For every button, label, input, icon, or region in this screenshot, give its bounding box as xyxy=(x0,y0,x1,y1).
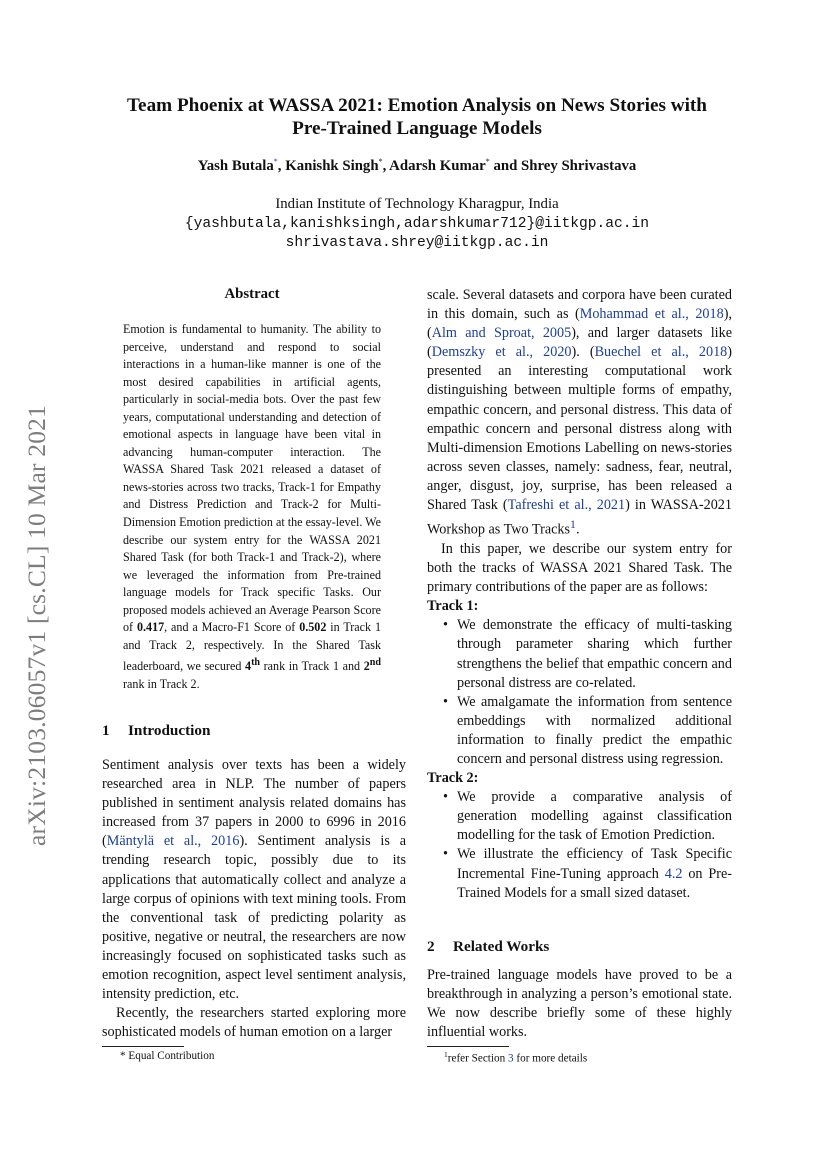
macro-f1-score: 0.502 xyxy=(299,620,327,635)
introduction-body xyxy=(102,756,406,1042)
citation-link[interactable]: Mohammad et al., 2018 xyxy=(579,306,724,323)
right-column-body xyxy=(427,286,732,903)
author-name: Yash Butala xyxy=(197,157,274,174)
arxiv-identifier: arXiv:2103.06057v1 [cs.CL] 10 Mar 2021 xyxy=(22,404,51,846)
citation-link[interactable]: Demszky et al., 2020 xyxy=(431,344,572,361)
author-name: Adarsh Kumar xyxy=(389,157,486,174)
list-item: • We provide a comparative analysis of generation modelling against classification modelling for the task of Emotion Prediction. xyxy=(427,788,732,845)
footnote-divider xyxy=(102,1046,184,1047)
intro-paragraph: Sentiment analysis over texts has been a widely researched area in NLP. The number of papers published in sentiment analysis related domains has increased from 37 papers in 2000 to 6996 in 2016 (Mäntylä et al., 2016). Sentiment analysis is a trending research topic, possibly due to its applications that automatically collect and analyze a large corpus of opinions with text mining tools. From the conventional task of predicting polarity as positive, negative or neutral, the researchers are now increasingly focused on sophisticated tasks such as emotion recognition, aspect level sentiment analysis, intensity prediction, etc. xyxy=(102,757,406,1003)
author-name: Shrey Shrivastava xyxy=(521,157,637,174)
title-line-2: Pre-Trained Language Models xyxy=(292,118,542,139)
list-item: • We illustrate the efficiency of Task Specific Incremental Fine-Tuning approach 4.2 on Pre-Trained Models for a small sized dataset. xyxy=(427,845,732,902)
track1-contribution-list xyxy=(427,616,732,769)
related-datasets-paragraph: scale. Several datasets and corpora have been curated in this domain, such as (Mohammad et al., 2018), (Alm and Sproat, 2005), and larger datasets like (Demszky et al., 2020). (Buechel et al., 2018) presented an interesting computational work distinguishing between multiple forms of empathy, empathic concern, and personal distress. This data of empathic concern and personal distress along with Multi-dimension Emotions Labelling on news-stories across seven classes, namely: sadness, fear, neutral, anger, disgust, joy, surprise, has been released a Shared Task (Tafreshi et al., 2021) in WASSA-2021 Workshop as Two Tracks$^1$. xyxy=(427,287,733,538)
author-name: Kanishk Singh xyxy=(285,157,379,174)
related-works-heading: 2 Related Works xyxy=(427,938,550,955)
paper-title xyxy=(60,94,774,140)
track2-label: Track 2: xyxy=(427,770,479,787)
footnote-equal-contribution: * Equal Contribution xyxy=(120,1050,215,1062)
footnote-link[interactable]: 1 xyxy=(570,517,576,532)
author-email[interactable]: shrivastava.shrey@iitkgp.ac.in xyxy=(285,235,549,251)
author-emails[interactable]: {yashbutala,kanishksingh,adarshkumar712}@iitkgp.ac.in xyxy=(184,216,650,232)
introduction-heading: 1 Introduction xyxy=(102,722,211,739)
abstract-body: Emotion is fundamental to humanity. The ability to perceive, understand and respond to social interactions in a human-like manner is one of the most desired capabilities in artificial agents, particularly in social-media bots. Over the past few years, computational understanding and detection of emotional aspects in language have been vital in advancing human-computer interaction. The WASSA Shared Task 2021 released a dataset of news-stories across two tracks, Track-1 for Empathy and Distress Prediction and Track-2 for Multi-Dimension Emotion prediction at the essay-level. We describe our system entry for the WASSA 2021 Shared Task (for both Track-1 and Track-2), where we leveraged the information from Pre-trained language models for Track specific Tasks. Our proposed models achieved an Average Pearson Score of 0.417, and a Macro-F1 Score of 0.502 in Track 1 and Track 2, respectively. In the Shared Task leaderboard, we secured 4th rank in Track 1 and 2nd rank in Track 2. xyxy=(123,322,382,691)
title-line-1: Team Phoenix at WASSA 2021: Emotion Analysis on News Stories with xyxy=(127,95,707,116)
track2-rank: 2nd xyxy=(363,657,381,674)
list-item: • We amalgamate the information from sentence embeddings with normalized additional information to finally predict the empathic concern and personal distress using regression. xyxy=(427,693,732,769)
average-pearson-score: 0.417 xyxy=(136,620,165,635)
citation-link[interactable]: Buechel et al., 2018 xyxy=(594,344,728,361)
track2-contribution-list xyxy=(427,788,732,903)
abstract-heading: Abstract xyxy=(224,286,280,302)
section-reference-link[interactable]: 4.2 xyxy=(664,865,683,882)
intro-paragraph: Recently, the researchers started exploring more sophisticated models of human emotion on a larger xyxy=(102,1005,406,1041)
equal-contribution-mark: * xyxy=(485,157,490,166)
footnote-1: $^1$refer Section 3 for more details xyxy=(444,1050,588,1065)
equal-contribution-mark[interactable]: * xyxy=(273,157,278,166)
track1-label: Track 1: xyxy=(427,598,479,615)
equal-contribution-mark: * xyxy=(378,157,383,166)
citation-link[interactable]: Mäntylä et al., 2016 xyxy=(106,833,240,850)
citation-link[interactable]: Tafreshi et al., 2021 xyxy=(507,497,626,514)
affiliation: Indian Institute of Technology Kharagpur, India xyxy=(275,196,559,212)
related-works-body: Pre-trained language models have proved to be a breakthrough in analyzing a person’s emotional state. We now describe briefly some of these highly influential works. xyxy=(427,967,732,1041)
section-reference-link[interactable]: 3 xyxy=(508,1052,514,1065)
contributions-paragraph: In this paper, we describe our system entry for both the tracks of WASSA 2021 Shared Task. The primary contributions of the paper are as follows: xyxy=(427,540,732,596)
footnote-divider xyxy=(427,1046,509,1047)
track1-rank: 4th xyxy=(245,657,261,674)
list-item: • We demonstrate the efficacy of multi-tasking through parameter sharing which further strengthens the belief that empathic concern and personal distress are co-related. xyxy=(427,616,732,692)
author-list: Yash Butala*, Kanishk Singh*, Adarsh Kumar* and Shrey Shrivastava xyxy=(197,157,637,174)
citation-link[interactable]: Alm and Sproat, 2005 xyxy=(431,325,572,342)
